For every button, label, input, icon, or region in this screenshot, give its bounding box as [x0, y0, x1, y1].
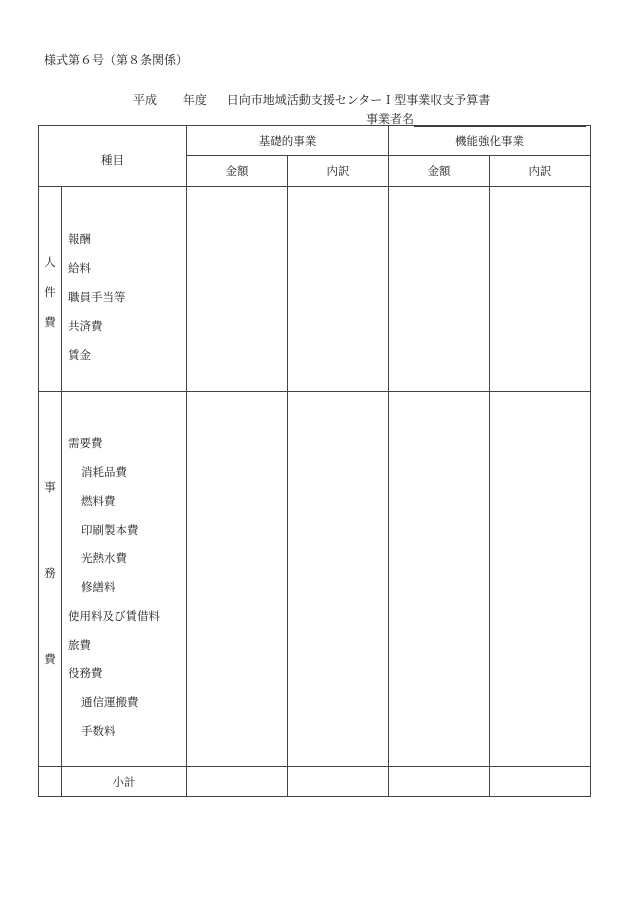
personnel-enhanced-amount-cell[interactable] [389, 187, 490, 392]
form-number: 様式第６号（第８条関係） [44, 53, 189, 67]
office-item: 使用料及び賃借料 [68, 608, 160, 623]
office-item: 通信運搬費 [81, 695, 139, 710]
office-item: 旅費 [68, 637, 91, 652]
personnel-category [39, 187, 62, 392]
office-enhanced-breakdown-cell[interactable] [490, 392, 591, 767]
office-category [39, 392, 62, 767]
office-basic-amount-cell[interactable] [187, 392, 288, 767]
personnel-item: 給料 [68, 261, 91, 275]
header-enhanced-amount: 金額 [389, 156, 490, 187]
subtotal-row [39, 767, 591, 797]
header-basic-breakdown: 内訳 [288, 156, 389, 187]
header-group-basic: 基礎的事業 [187, 126, 389, 156]
subtotal-basic-amount-cell[interactable] [187, 767, 288, 797]
personnel-expenses-row [39, 187, 591, 392]
subtotal-label: 小計 [62, 767, 187, 797]
office-item: 燃料費 [81, 493, 116, 508]
office-item: 印刷製本費 [81, 522, 139, 537]
header-row-groups [39, 126, 591, 156]
personnel-basic-breakdown-cell[interactable] [288, 187, 389, 392]
office-char: 費 [44, 652, 56, 666]
personnel-item: 賃金 [68, 348, 91, 362]
personnel-char: 人 [44, 255, 56, 269]
personnel-char: 費 [44, 315, 56, 329]
office-item: 手数料 [81, 724, 116, 739]
budget-table [38, 125, 591, 797]
personnel-item: 職員手当等 [68, 290, 126, 304]
office-item: 修繕料 [81, 580, 116, 595]
title-text: 日向市地域活動支援センターＩ型事業収支予算書 [226, 93, 491, 107]
office-enhanced-amount-cell[interactable] [389, 392, 490, 767]
office-char: 務 [44, 566, 56, 580]
personnel-char: 件 [44, 285, 56, 299]
title-year-label: 年度 [182, 93, 207, 107]
subtotal-basic-breakdown-cell[interactable] [288, 767, 389, 797]
office-item: 光熱水費 [81, 551, 127, 566]
office-basic-breakdown-cell[interactable] [288, 392, 389, 767]
office-char: 事 [44, 480, 56, 494]
personnel-enhanced-breakdown-cell[interactable] [490, 187, 591, 392]
office-item: 需要費 [68, 436, 103, 451]
office-items [62, 392, 187, 767]
subtotal-category-cell [39, 767, 62, 797]
office-item: 役務費 [68, 666, 103, 681]
office-expenses-row [39, 392, 591, 767]
subtotal-enhanced-amount-cell[interactable] [389, 767, 490, 797]
personnel-item: 報酬 [68, 232, 91, 246]
office-item: 消耗品費 [81, 464, 127, 479]
header-enhanced-breakdown: 内訳 [490, 156, 591, 187]
subtotal-enhanced-breakdown-cell[interactable] [490, 767, 591, 797]
header-basic-amount: 金額 [187, 156, 288, 187]
header-group-enhanced: 機能強化事業 [389, 126, 591, 156]
personnel-basic-amount-cell[interactable] [187, 187, 288, 392]
personnel-item: 共済費 [68, 319, 103, 333]
operator-label: 事業者名 [366, 112, 415, 126]
document-title [133, 91, 490, 108]
personnel-items [62, 187, 187, 392]
header-item: 種目 [39, 126, 187, 187]
title-era: 平成 [133, 93, 158, 107]
